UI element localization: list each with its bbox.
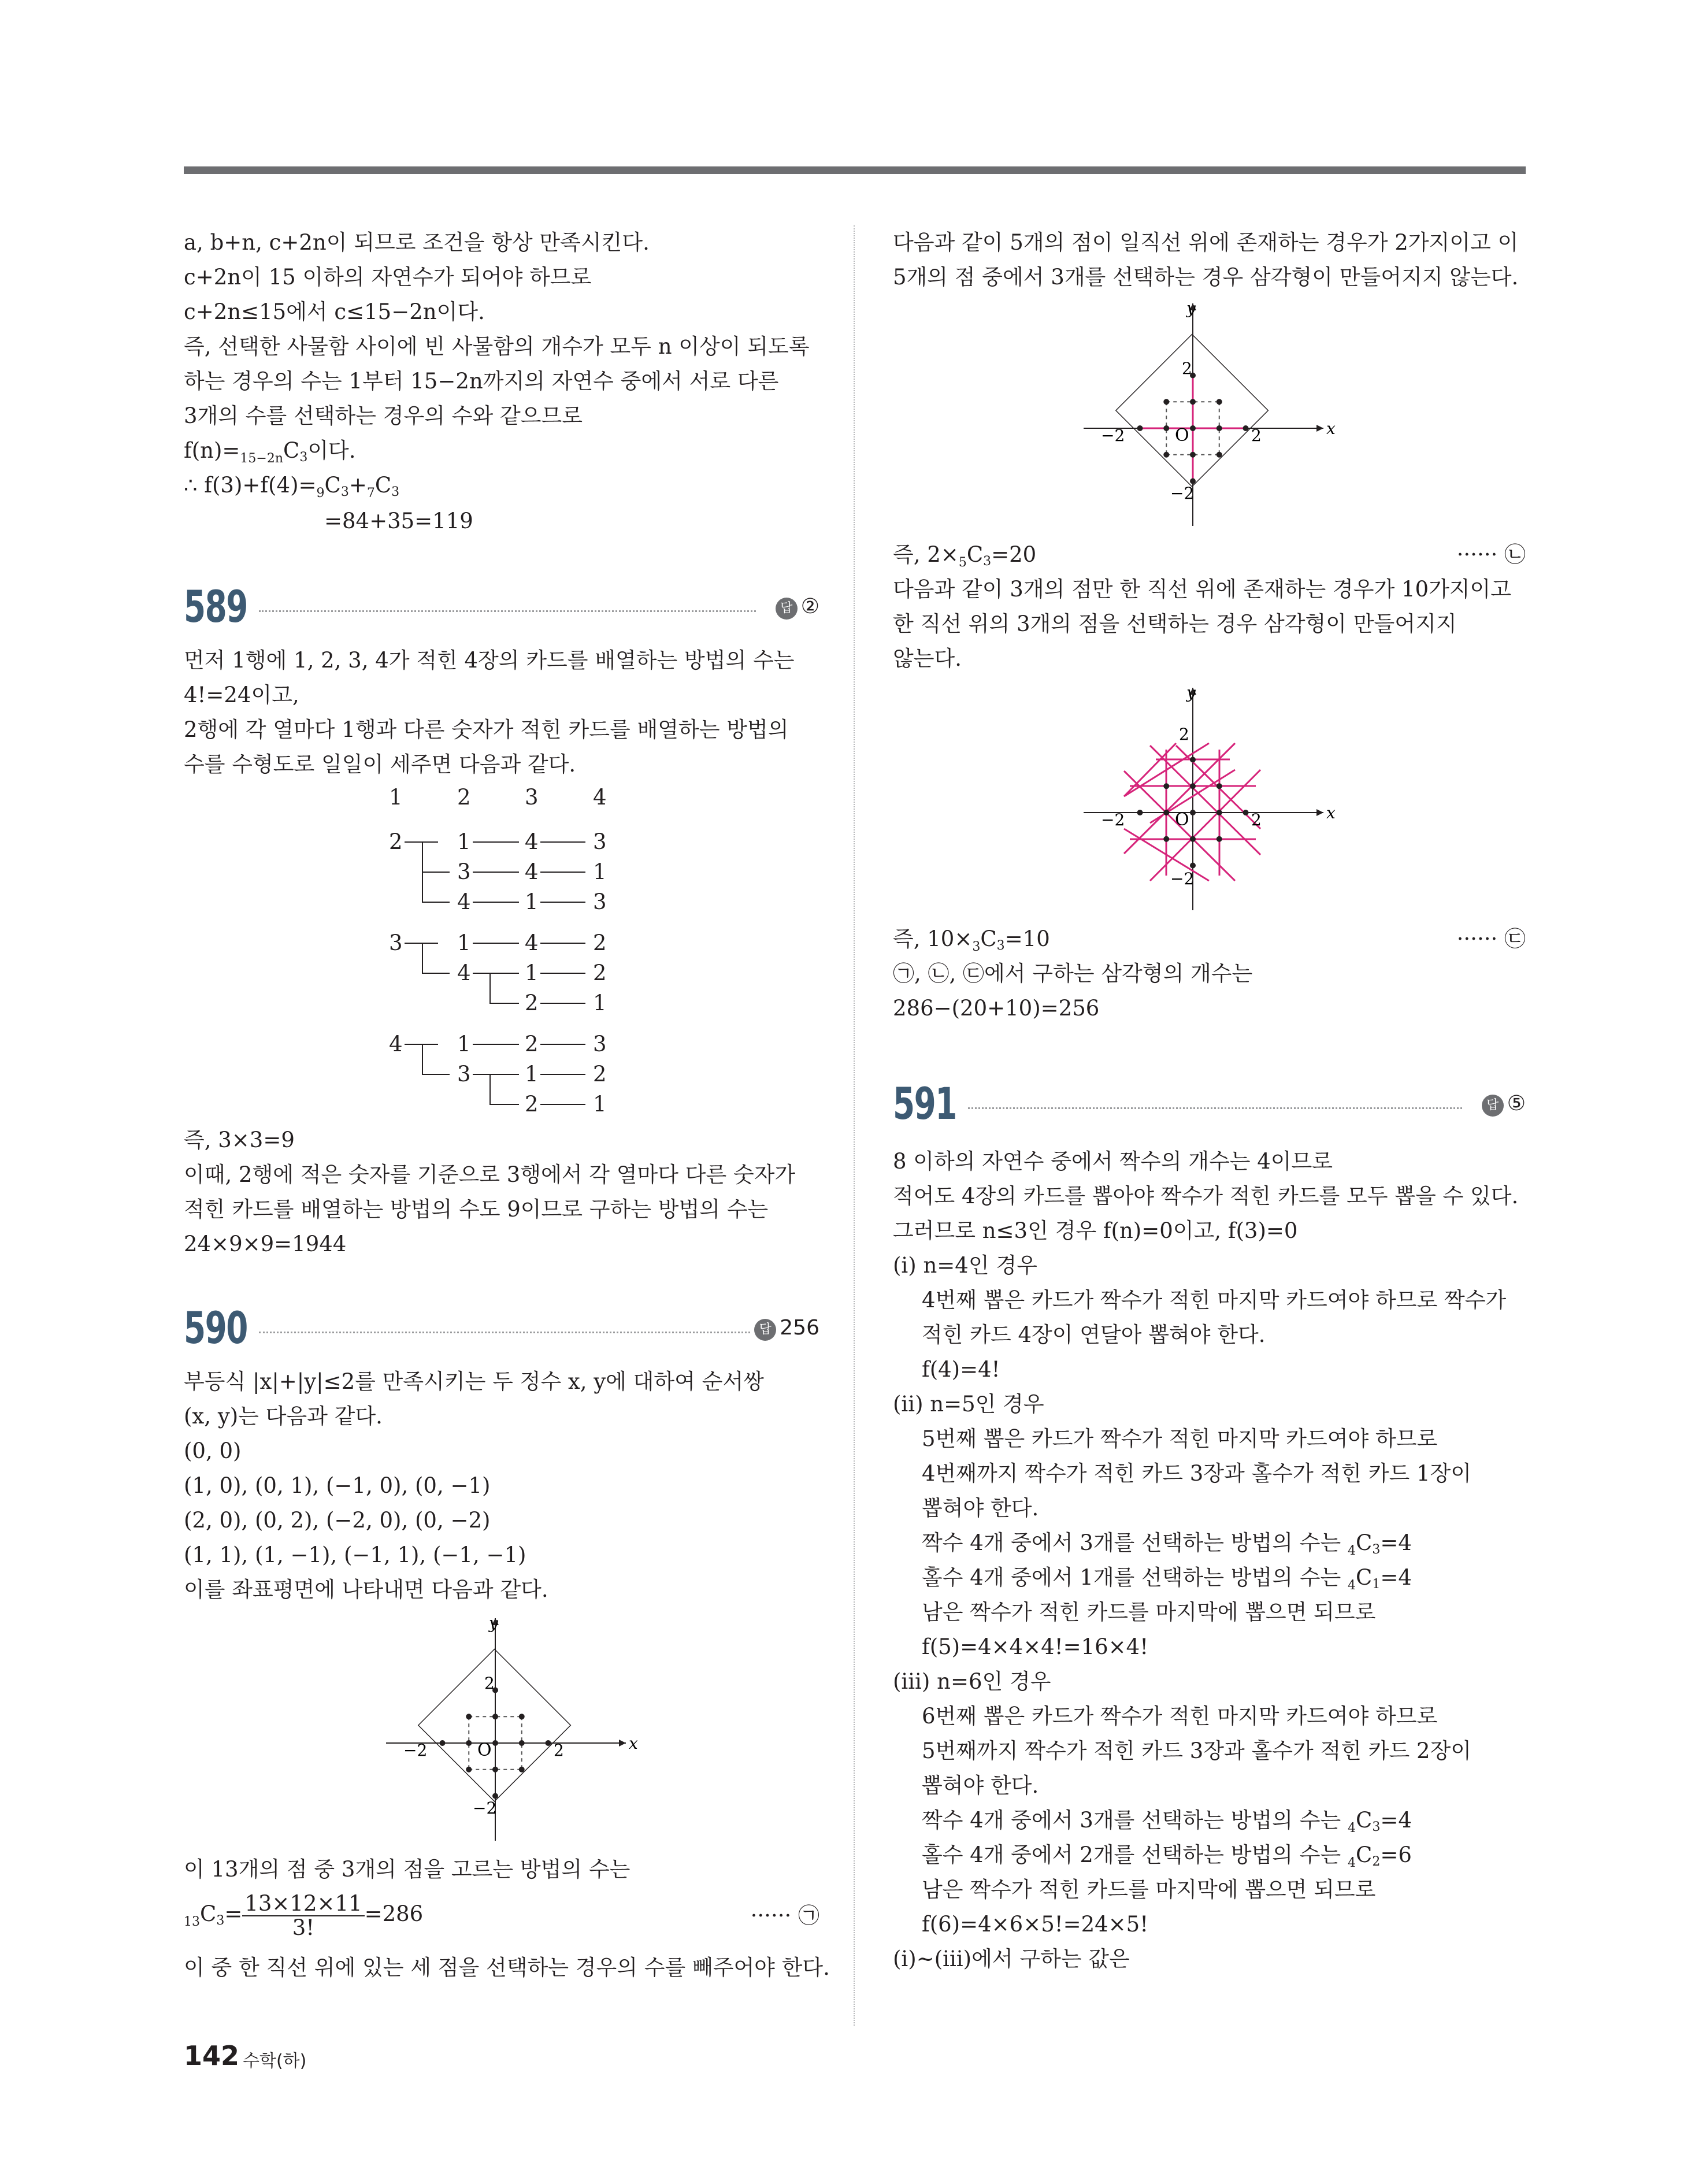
leader-dots (968, 1107, 1462, 1109)
fraction: $\frac{13\times 12\times 11}{3!}$ (242, 1892, 364, 1940)
origin-label: O (1175, 810, 1189, 830)
case-line: 남은 짝수가 적힌 카드를 마지막에 뽑으면 되므로 (922, 1877, 1376, 1902)
p590-right-line: 않는다. (893, 646, 962, 671)
lattice-graph-3 (1084, 682, 1338, 913)
p591-line: 그러므로 n≤3인 경우 f(n)=0이고, f(3)=0 (893, 1218, 1298, 1243)
tree-node: 3 (457, 859, 471, 884)
p590-final: ㉠, ㉡, ㉢에서 구하는 삼각형의 개수는 (893, 961, 1253, 986)
p590-line: (2, 0), (0, 2), (−2, 0), (0, −2) (184, 1508, 491, 1533)
answer-badge (754, 1315, 819, 1341)
case-label: (ⅰ) n=4인 경우 (893, 1253, 1037, 1278)
case-line: 4번째까지 짝수가 적힌 카드 3장과 홀수가 적힌 카드 1장이 (922, 1461, 1472, 1486)
tree-node: 4 (457, 961, 471, 985)
case-line: f(5)=4×4×4!=16×4! (922, 1634, 1149, 1659)
tree-node: 1 (525, 1062, 539, 1087)
p590-last-line: 이 중 한 직선 위에 있는 세 점을 선택하는 경우의 수를 빼주어야 한다. (184, 1955, 830, 1980)
problem-number: 590 (184, 1302, 247, 1354)
p591-line: 적어도 4장의 카드를 뽑아야 짝수가 적힌 카드를 모두 뽑을 수 있다. (893, 1184, 1519, 1208)
case-label: (ⅱ) n=5인 경우 (893, 1392, 1044, 1417)
tree-node: 1 (593, 1092, 607, 1117)
page-number: 142 (184, 2040, 240, 2071)
tick-label: 2 (484, 1674, 495, 1693)
y-axis-label: y (1186, 299, 1196, 318)
tree-node: 1 (593, 859, 607, 884)
p589-line: 수를 수형도로 일일이 세주면 다음과 같다. (184, 752, 576, 777)
case-line: 6번째 뽑은 카드가 짝수가 적힌 마지막 카드여야 하므로 (922, 1704, 1438, 1729)
problem-number: 591 (893, 1078, 956, 1129)
tick-label: 2 (1179, 725, 1189, 744)
case-comb-line: 짝수 4개 중에서 3개를 선택하는 방법의 수는 $_4C_3=4$ (922, 1808, 1412, 1836)
intro-line: c+2n이 15 이하의 자연수가 되어야 하므로 (184, 265, 592, 290)
tree-header: 3 (525, 785, 539, 810)
tag-label: ······ ㉠ (750, 1903, 819, 1928)
tree-node: 3 (457, 1062, 471, 1087)
case-line: 남은 짝수가 적힌 카드를 마지막에 뽑으면 되므로 (922, 1600, 1376, 1625)
lattice-graph-2 (1084, 298, 1338, 529)
tree-node: 1 (457, 1032, 471, 1056)
x-axis-label: x (629, 1734, 638, 1753)
tree-node: 4 (525, 930, 539, 955)
leader-dots (259, 1332, 750, 1333)
y-axis-label: y (489, 1614, 498, 1633)
case-comb-line: 짝수 4개 중에서 3개를 선택하는 방법의 수는 $_4C_3=4$ (922, 1530, 1412, 1558)
tree-node: 2 (525, 1032, 539, 1056)
case-label: (ⅲ) n=6인 경우 (893, 1669, 1051, 1694)
case-line: 적힌 카드 4장이 연달아 뽑혀야 한다. (922, 1322, 1266, 1347)
problem-589-header (184, 581, 819, 632)
origin-label: O (477, 1740, 492, 1760)
p591-line: 8 이하의 자연수 중에서 짝수의 개수는 4이므로 (893, 1149, 1333, 1174)
p589-line: 먼저 1행에 1, 2, 3, 4가 적힌 4장의 카드를 배열하는 방법의 수는 (184, 648, 795, 673)
tree-node: 1 (457, 829, 471, 854)
p590-right-line: 한 직선 위의 3개의 점을 선택하는 경우 삼각형이 만들어지지 (893, 611, 1457, 636)
tree-header: 2 (457, 785, 471, 810)
tree-root: 4 (389, 1032, 403, 1056)
tree-node: 2 (593, 930, 607, 955)
tree-node: 1 (525, 889, 539, 914)
intro-line: 즉, 선택한 사물함 사이에 빈 사물함의 개수가 모두 n 이상이 되도록 (184, 334, 810, 359)
tree-node: 1 (457, 930, 471, 955)
p590-right-line: 다음과 같이 3개의 점만 한 직선 위에 존재하는 경우가 10가지이고 (893, 577, 1512, 602)
tree-node: 3 (593, 1032, 607, 1056)
tree-node: 1 (593, 991, 607, 1015)
tree-node: 3 (593, 889, 607, 914)
case-line: 뽑혀야 한다. (922, 1773, 1039, 1798)
case-line: 5번째까지 짝수가 적힌 카드 3장과 홀수가 적힌 카드 2장이 (922, 1738, 1472, 1763)
p590-right-line: 다음과 같이 5개의 점이 일직선 위에 존재하는 경우가 2가지이고 이 (893, 230, 1519, 255)
intro-line: 3개의 수를 선택하는 경우의 수와 같으므로 (184, 403, 583, 428)
closing-line: (ⅰ)~(ⅲ)에서 구하는 값은 (893, 1946, 1130, 1971)
p590-line: 이를 좌표평면에 나타내면 다음과 같다. (184, 1577, 548, 1602)
problem-590-header (184, 1302, 819, 1354)
tick-label: −2 (1170, 869, 1195, 888)
column-divider (854, 225, 855, 2026)
p589-after: 24×9×9=1944 (184, 1232, 347, 1256)
lattice-graph-1 (386, 1612, 640, 1844)
answer-mark: 답 (1482, 1095, 1504, 1117)
answer-badge (776, 594, 819, 620)
tree-node: 3 (593, 829, 607, 854)
tree-root: 3 (389, 930, 403, 955)
tree-connectors (184, 809, 623, 1121)
p590-line: (1, 1), (1, −1), (−1, 1), (−1, −1) (184, 1542, 526, 1567)
tick-label: −2 (473, 1799, 497, 1818)
p590-count-line: 이 13개의 점 중 3개의 점을 고르는 방법의 수는 (184, 1857, 631, 1882)
p589-line: 4!=24이고, (184, 683, 299, 707)
eq-two: 즉, $2\times_5C_3=20$ (893, 542, 1037, 570)
intro-line: c+2n≤15에서 c≤15−2n이다. (184, 299, 485, 324)
case-comb-line: 홀수 4개 중에서 1개를 선택하는 방법의 수는 $_4C_1=4$ (922, 1565, 1412, 1593)
answer-value: ⑤ (1507, 1092, 1526, 1115)
tree-node: 2 (525, 991, 539, 1015)
p590-line: (0, 0) (184, 1438, 242, 1463)
tick-label: −2 (403, 1741, 428, 1760)
tree-node: 4 (457, 889, 471, 914)
p589-after: 즉, 3×3=9 (184, 1128, 295, 1152)
p590-final: 286−(20+10)=256 (893, 996, 1100, 1021)
answer-badge (1482, 1091, 1526, 1117)
leader-dots (259, 610, 756, 612)
answer-value: ② (800, 595, 819, 618)
tree-node: 4 (525, 829, 539, 854)
tree-header: 4 (593, 785, 607, 810)
tree-node: 1 (525, 961, 539, 985)
p589-line: 2행에 각 열마다 1행과 다른 숫자가 적힌 카드를 배열하는 방법의 (184, 717, 789, 742)
p590-right-line: 5개의 점 중에서 3개를 선택하는 경우 삼각형이 만들어지지 않는다. (893, 265, 1519, 290)
tick-label: 2 (1182, 359, 1192, 378)
tag-label: ······ ㉡ (1456, 542, 1526, 567)
tree-node: 2 (593, 961, 607, 985)
case-line: f(4)=4! (922, 1357, 1000, 1382)
answer-value: 256 (780, 1316, 819, 1340)
sum-result: =84+35=119 (324, 509, 473, 533)
y-axis-label: y (1186, 683, 1196, 702)
answer-mark: 답 (754, 1319, 776, 1341)
tree-root: 2 (389, 829, 403, 854)
tag-label: ······ ㉢ (1456, 926, 1526, 951)
case-line: f(6)=4×6×5!=24×5! (922, 1912, 1149, 1937)
case-line: 5번째 뽑은 카드가 짝수가 적힌 마지막 카드여야 하므로 (922, 1426, 1438, 1451)
tree-node: 2 (525, 1092, 539, 1117)
p590-line: (x, y)는 다음과 같다. (184, 1404, 383, 1429)
p590-line: (1, 0), (0, 1), (−1, 0), (0, −1) (184, 1473, 491, 1498)
p589-after: 적힌 카드를 배열하는 방법의 수도 9이므로 구하는 방법의 수는 (184, 1197, 769, 1222)
tree-header: 1 (389, 785, 403, 810)
answer-mark: 답 (776, 598, 798, 620)
case-line: 4번째 뽑은 카드가 짝수가 적힌 마지막 카드여야 하므로 짝수가 (922, 1288, 1507, 1312)
eq-three: 즉, $10\times_3C_3=10$ (893, 926, 1050, 954)
tick-label: −2 (1101, 810, 1125, 829)
tree-node: 4 (525, 859, 539, 884)
case-line: 뽑혀야 한다. (922, 1496, 1039, 1521)
tick-label: −2 (1101, 426, 1125, 445)
top-rule (184, 166, 1526, 174)
tick-label: −2 (1170, 484, 1195, 503)
sum-formula: ∴ $f(3)+f(4)=_9C_3+_7C_3$ (184, 473, 400, 500)
p589-after: 이때, 2행에 적은 숫자를 기준으로 3행에서 각 열마다 다른 숫자가 (184, 1162, 796, 1187)
tick-label: 2 (1251, 810, 1262, 829)
tick-label: 2 (554, 1741, 564, 1760)
x-axis-label: x (1326, 803, 1336, 822)
p590-line: 부등식 |x|+|y|≤2를 만족시키는 두 정수 x, y에 대하여 순서쌍 (184, 1369, 764, 1394)
problem-591-header (893, 1078, 1526, 1129)
book-title: 수학(하) (243, 2051, 307, 2071)
intro-line: a, b+n, c+2n이 되므로 조건을 항상 만족시킨다. (184, 230, 650, 255)
intro-line: 하는 경우의 수는 1부터 15−2n까지의 자연수 중에서 서로 다른 (184, 369, 779, 394)
origin-label: O (1175, 425, 1189, 446)
problem-number: 589 (184, 581, 247, 632)
x-axis-label: x (1326, 419, 1336, 438)
f-n-formula: $f(n)=_{15-2n}C_3$이다. (184, 438, 356, 466)
tree-node: 2 (593, 1062, 607, 1087)
tick-label: 2 (1251, 426, 1262, 445)
combination-formula: $_{13}C_3=$ $\frac{13\times 12\times 11}{3!}$ =286 (184, 1890, 424, 1940)
case-comb-line: 홀수 4개 중에서 2개를 선택하는 방법의 수는 $_4C_2=6$ (922, 1842, 1412, 1870)
